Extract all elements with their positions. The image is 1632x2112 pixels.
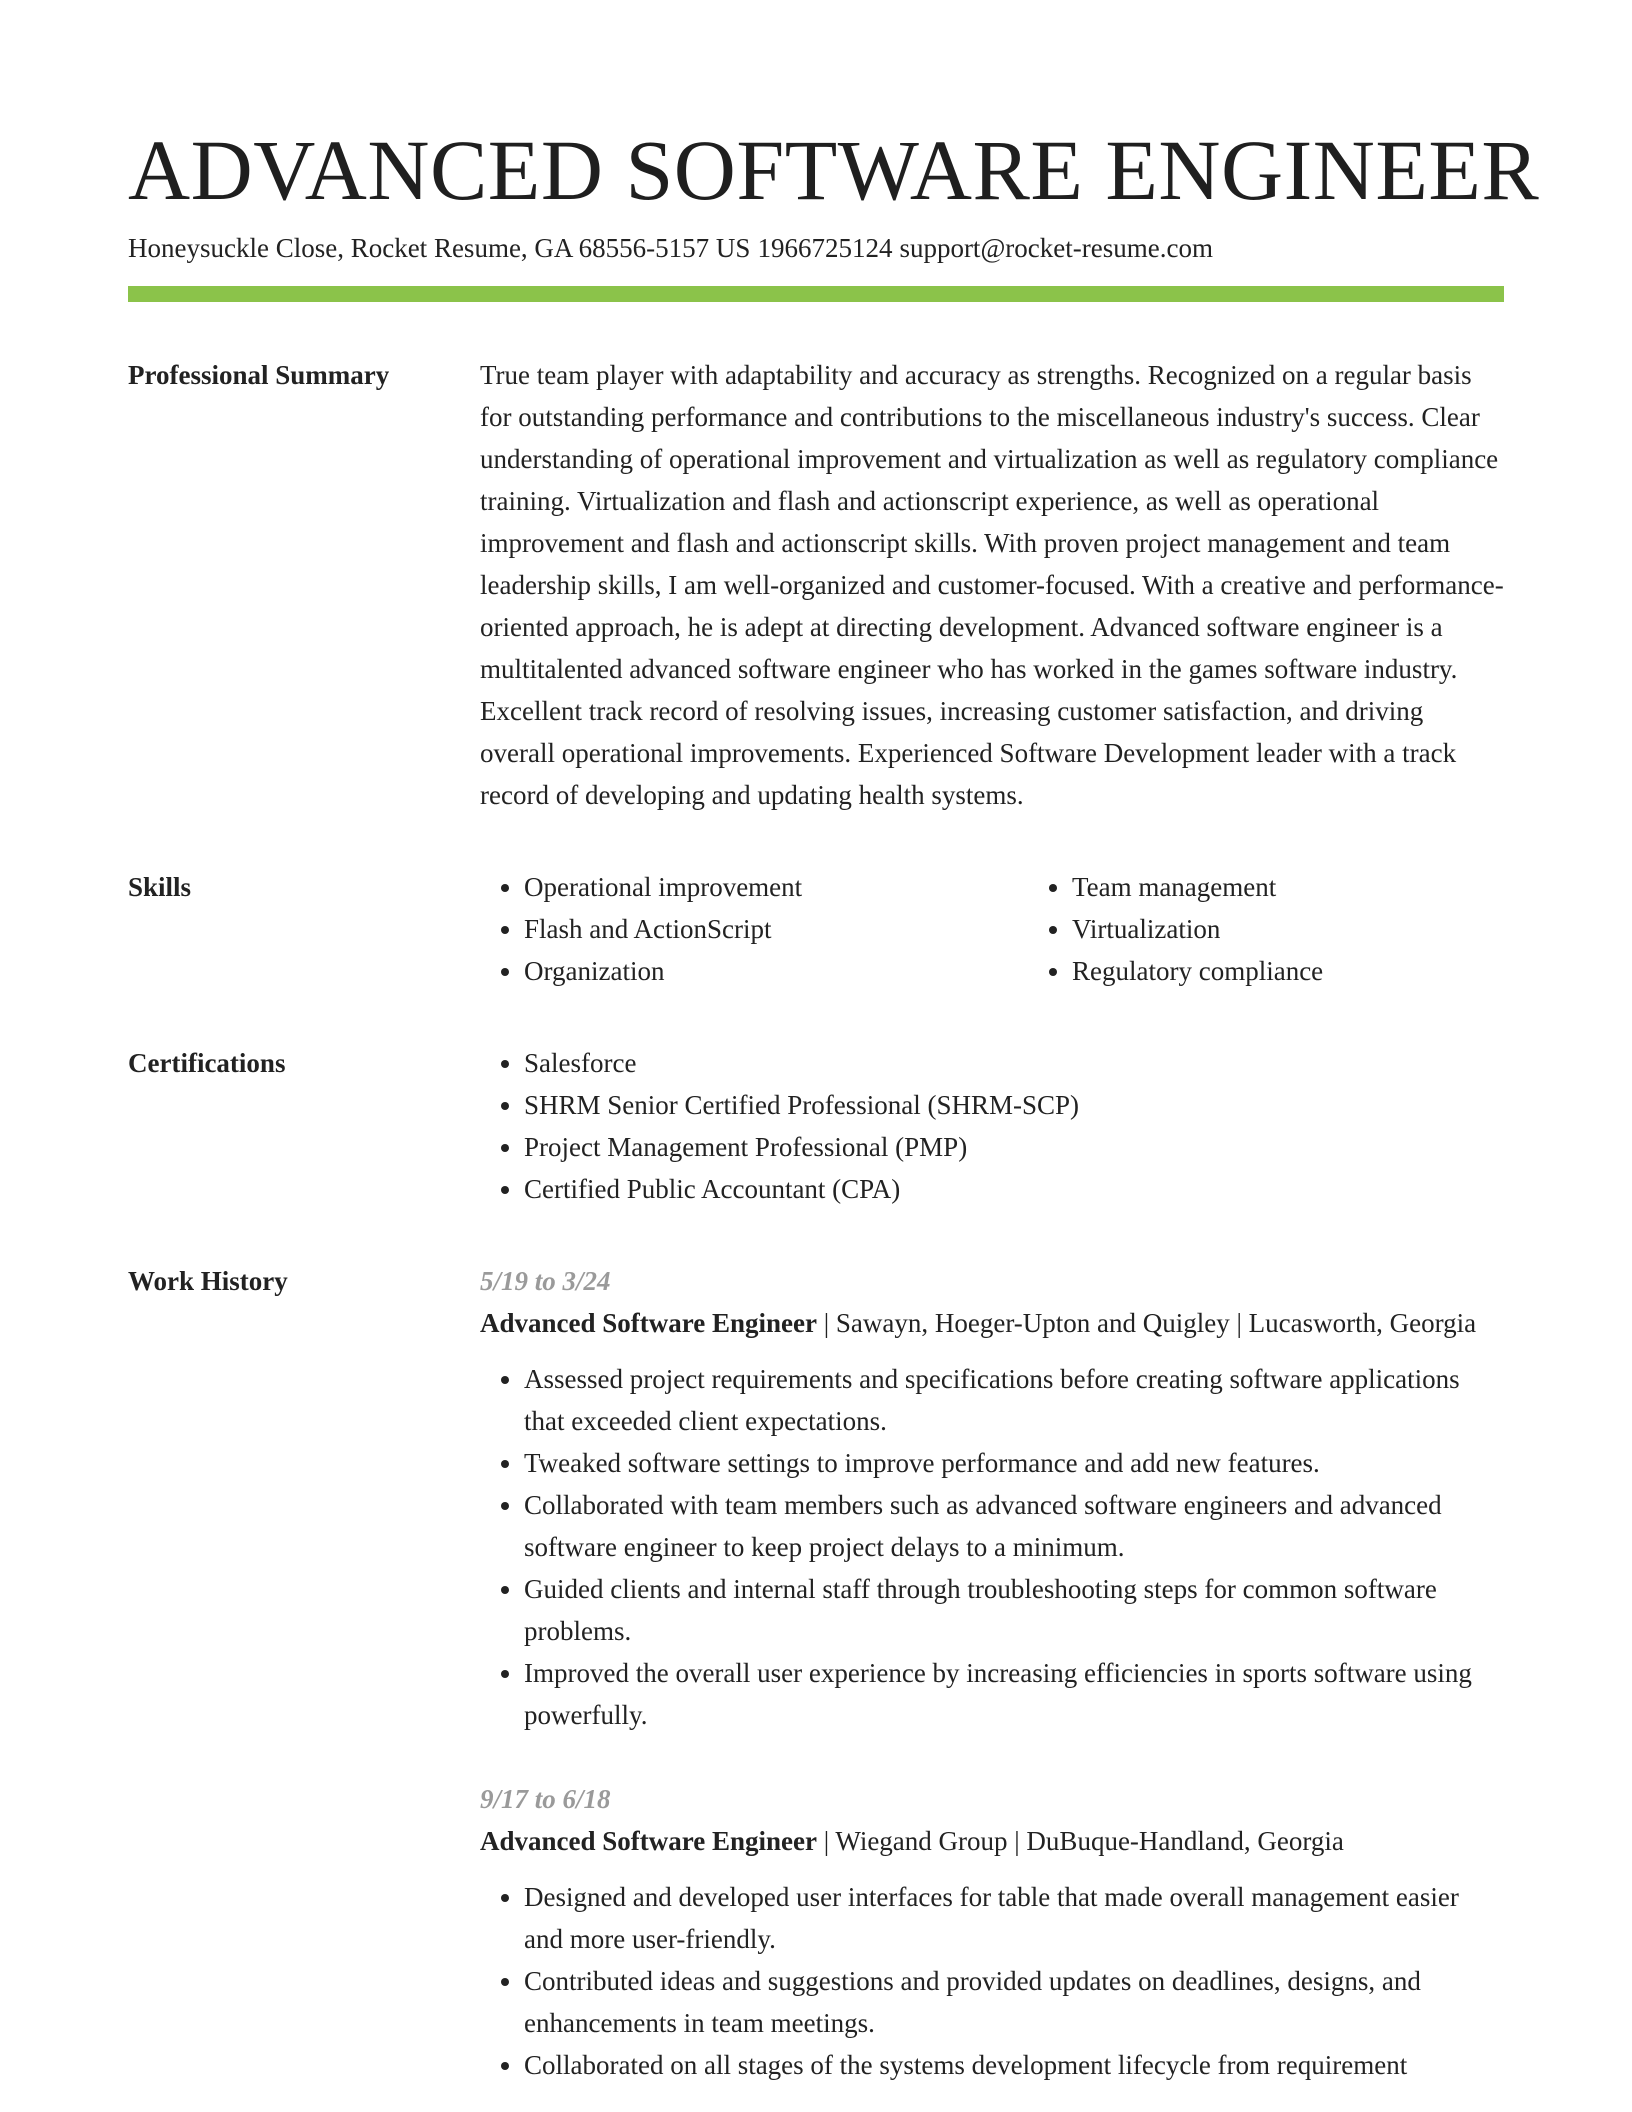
job-bullet: • Collaborated on all stages of the systems development lifecycle from requirement <box>524 2044 1504 2086</box>
job-bullet: • Designed and developed user interfaces for table that made overall management easier and more user-friendly. <box>524 1876 1504 1960</box>
job-bullet-list <box>480 1876 1504 2086</box>
skills-list-left <box>480 866 1028 992</box>
contact-line <box>128 230 1504 266</box>
job-dates: 9/17 to 6/18 <box>480 1784 611 1814</box>
certifications-section <box>128 1042 1504 1210</box>
job-bullet-list <box>480 1358 1504 1736</box>
certifications-list <box>480 1042 1504 1210</box>
skill-item: • Organization <box>524 950 1028 992</box>
skill-item: • Operational improvement <box>524 866 1028 908</box>
skills-label: Skills <box>128 872 192 902</box>
job-entry <box>480 1778 1504 2086</box>
skill-item: • Flash and ActionScript <box>524 908 1028 950</box>
resume-name: ADVANCED SOFTWARE ENGINEER <box>128 122 1540 218</box>
certification-item: • Project Management Professional (PMP) <box>524 1126 1504 1168</box>
work-history-section <box>128 1260 1504 2086</box>
contact-phone: 1966725124 <box>757 233 893 263</box>
job-details: | Wiegand Group | DuBuque-Handland, Georgia <box>817 1826 1344 1856</box>
job-title: Advanced Software Engineer <box>480 1826 817 1856</box>
job-bullet: • Improved the overall user experience by increasing efficiencies in sports software using powerfully. <box>524 1652 1504 1736</box>
skill-item: • Virtualization <box>1072 908 1576 950</box>
summary-label: Professional Summary <box>128 360 390 390</box>
work-history-label: Work History <box>128 1266 288 1296</box>
job-bullet: • Collaborated with team members such as advanced software engineers and advanced software engineer to keep project delays to a minimum. <box>524 1484 1504 1568</box>
contact-email[interactable]: support@rocket-resume.com <box>899 233 1213 263</box>
job-title: Advanced Software Engineer <box>480 1308 817 1338</box>
job-bullet: • Tweaked software settings to improve performance and add new features. <box>524 1442 1504 1484</box>
skills-section <box>128 866 1504 992</box>
skill-item: • Regulatory compliance <box>1072 950 1576 992</box>
job-entry <box>480 1260 1504 1736</box>
certification-item: • Certified Public Accountant (CPA) <box>524 1168 1504 1210</box>
job-bullet: • Assessed project requirements and specifications before creating software applications that exceeded client expectations. <box>524 1358 1504 1442</box>
job-bullet: • Guided clients and internal staff through troubleshooting steps for common software problems. <box>524 1568 1504 1652</box>
header-divider <box>128 286 1504 302</box>
certifications-label: Certifications <box>128 1048 286 1078</box>
skills-list-right <box>1028 866 1576 992</box>
certification-item: • SHRM Senior Certified Professional (SHRM-SCP) <box>524 1084 1504 1126</box>
contact-address: Honeysuckle Close, Rocket Resume, GA 68556-5157 US <box>128 233 751 263</box>
summary-text: True team player with adaptability and accuracy as strengths. Recognized on a regular basis for outstanding performance and contributions to the miscellaneous industry's success. Clear understanding of operational improvement and virtualization as well as regulatory compliance training. Virtualization and flash and actionscript experience, as well as operational improvement and flash and actionscript skills. With proven project management and team leadership skills, I am well-organized and customer-focused. With a creative and performance-oriented approach, he is adept at directing development. Advanced software engineer is a multitalented advanced software engineer who has worked in the games software industry. Excellent track record of resolving issues, increasing customer satisfaction, and driving overall operational improvements. Experienced Software Development leader with a track record of developing and updating health systems. <box>480 360 1504 810</box>
job-title-line <box>480 1302 1504 1344</box>
skill-item: • Team management <box>1072 866 1576 908</box>
job-dates: 5/19 to 3/24 <box>480 1266 611 1296</box>
summary-section <box>128 354 1504 816</box>
certification-item: • Salesforce <box>524 1042 1504 1084</box>
job-bullet: • Contributed ideas and suggestions and provided updates on deadlines, designs, and enhancements in team meetings. <box>524 1960 1504 2044</box>
resume-page <box>128 120 1540 2086</box>
job-details: | Sawayn, Hoeger-Upton and Quigley | Lucasworth, Georgia <box>817 1308 1477 1338</box>
job-title-line <box>480 1820 1504 1862</box>
